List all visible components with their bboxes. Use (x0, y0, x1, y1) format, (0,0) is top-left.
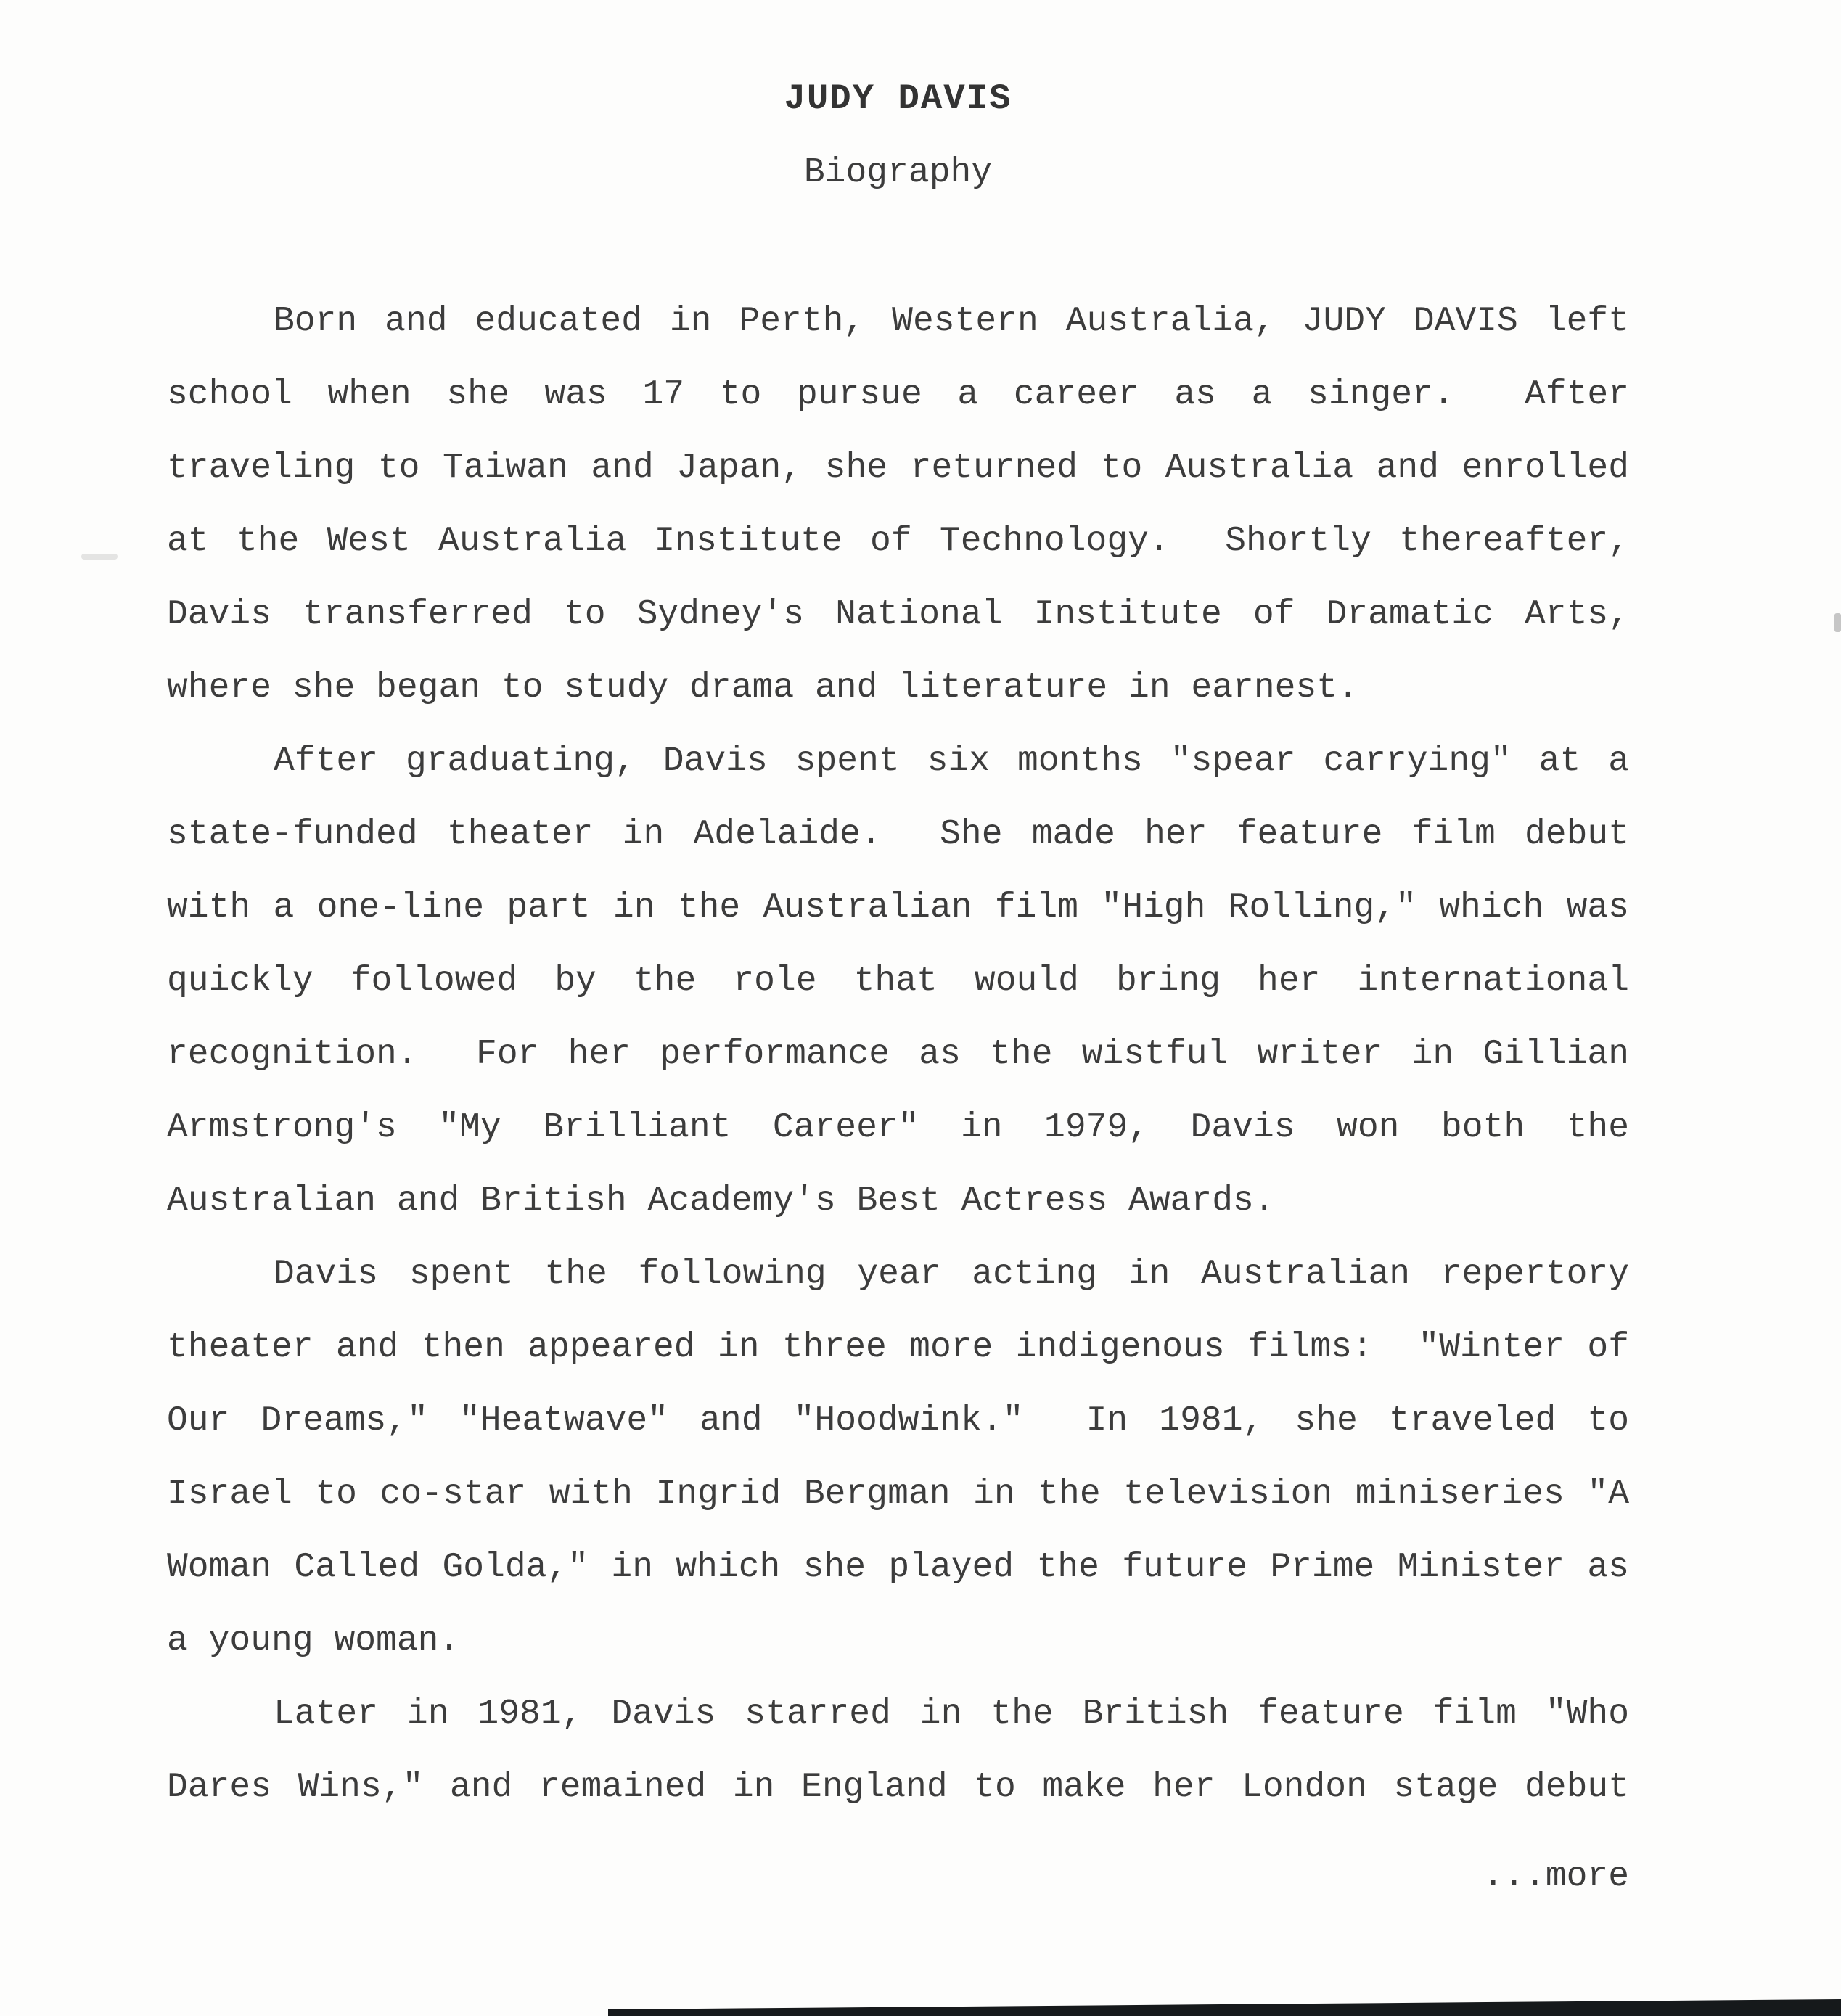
text-line: state-funded theater in Adelaide. She made her feature film debut (167, 815, 1629, 854)
right-edge-smudge-artifact (1834, 613, 1841, 632)
text-line: quickly followed by the role that would bring her international (167, 962, 1629, 1001)
text-line: a young woman. (167, 1621, 460, 1660)
text-line: Davis transferred to Sydney's National Institute of Dramatic Arts, (167, 595, 1629, 634)
biography-body (167, 285, 1629, 1824)
page-title: JUDY DAVIS (784, 78, 1012, 119)
left-edge-smudge-artifact (81, 554, 118, 560)
text-line: Dares Wins," and remained in England to make her London stage debut (167, 1768, 1629, 1807)
text-line: Armstrong's "My Brilliant Career" in 1979, Davis won both the (167, 1108, 1629, 1147)
text-line: theater and then appeared in three more indigenous films: "Winter of (167, 1328, 1629, 1367)
text-line: with a one-line part in the Australian film "High Rolling," which was (167, 888, 1629, 927)
text-line: Israel to co-star with Ingrid Bergman in the television miniseries "A (167, 1475, 1629, 1514)
text-line: Davis spent the following year acting in Australian repertory (274, 1255, 1629, 1294)
text-line: where she began to study drama and literature in earnest. (167, 668, 1358, 708)
text-line: at the West Australia Institute of Technology. Shortly thereafter, (167, 522, 1629, 561)
more-continuation-label: ...more (1483, 1857, 1629, 1896)
text-line: Born and educated in Perth, Western Australia, JUDY DAVIS left (274, 302, 1629, 341)
text-line: After graduating, Davis spent six months "spear carrying" at a (274, 742, 1629, 781)
text-line: Woman Called Golda," in which she played the future Prime Minister as (167, 1548, 1629, 1587)
text-line: Later in 1981, Davis starred in the British feature film "Who (274, 1695, 1629, 1734)
text-line: Australian and British Academy's Best Actress Awards. (167, 1181, 1275, 1221)
page-subtitle: Biography (803, 153, 993, 192)
text-line: traveling to Taiwan and Japan, she returned to Australia and enrolled (167, 448, 1629, 488)
text-line: recognition. For her performance as the wistful writer in Gillian (167, 1035, 1629, 1074)
text-line: school when she was 17 to pursue a career as a singer. After (167, 375, 1629, 414)
bottom-scan-edge-artifact (608, 1999, 1841, 2016)
text-line: Our Dreams," "Heatwave" and "Hoodwink." In 1981, she traveled to (167, 1401, 1629, 1441)
